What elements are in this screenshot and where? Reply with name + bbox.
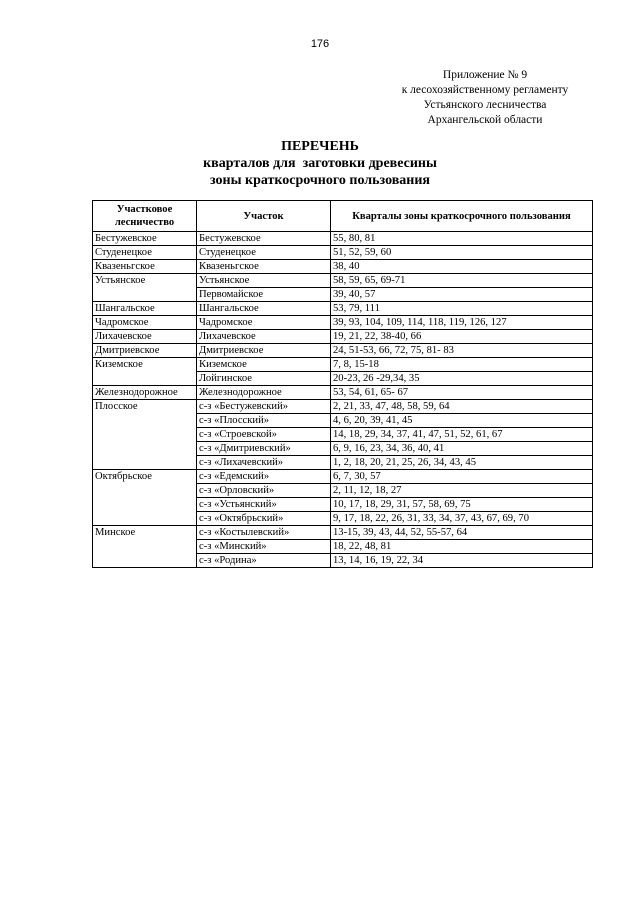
quarters-table bbox=[92, 200, 593, 568]
quarters-cell: 2, 11, 12, 18, 27 bbox=[331, 484, 593, 498]
quarters-cell: 7, 8, 15-18 bbox=[331, 358, 593, 372]
quarters-cell: 6, 7, 30, 57 bbox=[331, 470, 593, 484]
quarters-cell: 2, 21, 33, 47, 48, 58, 59, 64 bbox=[331, 400, 593, 414]
section-cell: с-з «Бестужевский» bbox=[197, 400, 331, 414]
section-cell: Первомайское bbox=[197, 288, 331, 302]
forestry-cell: Квазеньгское bbox=[93, 260, 197, 274]
title-line: ПЕРЕЧЕНЬ bbox=[281, 139, 359, 154]
quarters-cell: 13-15, 39, 43, 44, 52, 55-57, 64 bbox=[331, 526, 593, 540]
quarters-cell: 20-23, 26 -29,34, 35 bbox=[331, 372, 593, 386]
quarters-cell: 6, 9, 16, 23, 34, 36, 40, 41 bbox=[331, 442, 593, 456]
quarters-cell: 1, 2, 18, 20, 21, 25, 26, 34, 43, 45 bbox=[331, 456, 593, 470]
quarters-cell: 53, 79, 111 bbox=[331, 302, 593, 316]
section-cell: Киземское bbox=[197, 358, 331, 372]
forestry-cell: Шангальское bbox=[93, 302, 197, 316]
section-cell: с-з «Устьянский» bbox=[197, 498, 331, 512]
page-number: 176 bbox=[310, 38, 330, 50]
table-row bbox=[93, 302, 593, 316]
appendix-note bbox=[360, 68, 610, 128]
section-cell: Лихачевское bbox=[197, 330, 331, 344]
section-cell: с-з «Строевской» bbox=[197, 428, 331, 442]
forestry-cell: Устьянское bbox=[93, 274, 197, 302]
section-cell: Лойгинское bbox=[197, 372, 331, 386]
section-cell: Студенецкое bbox=[197, 246, 331, 260]
quarters-cell: 10, 17, 18, 29, 31, 57, 58, 69, 75 bbox=[331, 498, 593, 512]
table-row bbox=[93, 526, 593, 540]
section-cell: с-з «Октябрьский» bbox=[197, 512, 331, 526]
section-cell: Квазеньгское bbox=[197, 260, 331, 274]
section-cell: с-з «Родина» bbox=[197, 554, 331, 568]
forestry-cell: Лихачевское bbox=[93, 330, 197, 344]
table-row bbox=[93, 344, 593, 358]
table-row bbox=[93, 386, 593, 400]
forestry-cell: Чадромское bbox=[93, 316, 197, 330]
title-line: зоны краткосрочного пользования bbox=[209, 173, 430, 188]
section-cell: с-з «Орловский» bbox=[197, 484, 331, 498]
quarters-cell: 9, 17, 18, 22, 26, 31, 33, 34, 37, 43, 67, 69, 70 bbox=[331, 512, 593, 526]
section-cell: Шангальское bbox=[197, 302, 331, 316]
section-cell: с-з «Минский» bbox=[197, 540, 331, 554]
quarters-cell: 51, 52, 59, 60 bbox=[331, 246, 593, 260]
quarters-cell: 19, 21, 22, 38-40, 66 bbox=[331, 330, 593, 344]
table-body bbox=[93, 232, 593, 568]
forestry-cell: Киземское bbox=[93, 358, 197, 386]
title-line: кварталов для заготовки древесины bbox=[203, 156, 437, 171]
section-cell: Чадромское bbox=[197, 316, 331, 330]
table-header bbox=[93, 201, 593, 232]
table-row bbox=[93, 260, 593, 274]
section-cell: с-з «Едемский» bbox=[197, 470, 331, 484]
document-title bbox=[0, 138, 640, 189]
quarters-cell: 55, 80, 81 bbox=[331, 232, 593, 246]
section-cell: с-з «Плосский» bbox=[197, 414, 331, 428]
section-cell: Устьянское bbox=[197, 274, 331, 288]
quarters-cell: 39, 40, 57 bbox=[331, 288, 593, 302]
quarters-cell: 14, 18, 29, 34, 37, 41, 47, 51, 52, 61, 67 bbox=[331, 428, 593, 442]
header-forestry: Участковое лесничество bbox=[93, 201, 197, 232]
section-cell: с-з «Костылевский» bbox=[197, 526, 331, 540]
forestry-cell: Бестужевское bbox=[93, 232, 197, 246]
quarters-cell: 38, 40 bbox=[331, 260, 593, 274]
quarters-cell: 58, 59, 65, 69-71 bbox=[331, 274, 593, 288]
forestry-cell: Октябрьское bbox=[93, 470, 197, 526]
section-cell: с-з «Дмитриевский» bbox=[197, 442, 331, 456]
appendix-line: к лесохозяйственному регламенту bbox=[401, 84, 569, 96]
quarters-cell: 18, 22, 48, 81 bbox=[331, 540, 593, 554]
section-cell: Железнодорожное bbox=[197, 386, 331, 400]
header-row bbox=[93, 201, 593, 232]
section-cell: Бестужевское bbox=[197, 232, 331, 246]
quarters-cell: 4, 6, 20, 39, 41, 45 bbox=[331, 414, 593, 428]
quarters-cell: 24, 51-53, 66, 72, 75, 81- 83 bbox=[331, 344, 593, 358]
table-row bbox=[93, 470, 593, 484]
table-row bbox=[93, 316, 593, 330]
quarters-cell: 53, 54, 61, 65- 67 bbox=[331, 386, 593, 400]
quarters-cell: 13, 14, 16, 19, 22, 34 bbox=[331, 554, 593, 568]
table-row bbox=[93, 232, 593, 246]
table-row bbox=[93, 400, 593, 414]
section-cell: с-з «Лихачевский» bbox=[197, 456, 331, 470]
header-quarters: Кварталы зоны краткосрочного пользования bbox=[331, 201, 593, 232]
table-row bbox=[93, 330, 593, 344]
forestry-cell: Минское bbox=[93, 526, 197, 568]
table-row bbox=[93, 246, 593, 260]
forestry-cell: Железнодорожное bbox=[93, 386, 197, 400]
header-section: Участок bbox=[197, 201, 331, 232]
appendix-line: Приложение № 9 bbox=[442, 69, 528, 81]
appendix-line: Архангельской области bbox=[427, 114, 543, 126]
forestry-cell: Студенецкое bbox=[93, 246, 197, 260]
section-cell: Дмитриевское bbox=[197, 344, 331, 358]
table-row bbox=[93, 274, 593, 288]
forestry-cell: Дмитриевское bbox=[93, 344, 197, 358]
table-row bbox=[93, 358, 593, 372]
quarters-cell: 39, 93, 104, 109, 114, 118, 119, 126, 127 bbox=[331, 316, 593, 330]
appendix-line: Устьянского лесничества bbox=[423, 99, 547, 111]
forestry-cell: Плосское bbox=[93, 400, 197, 470]
